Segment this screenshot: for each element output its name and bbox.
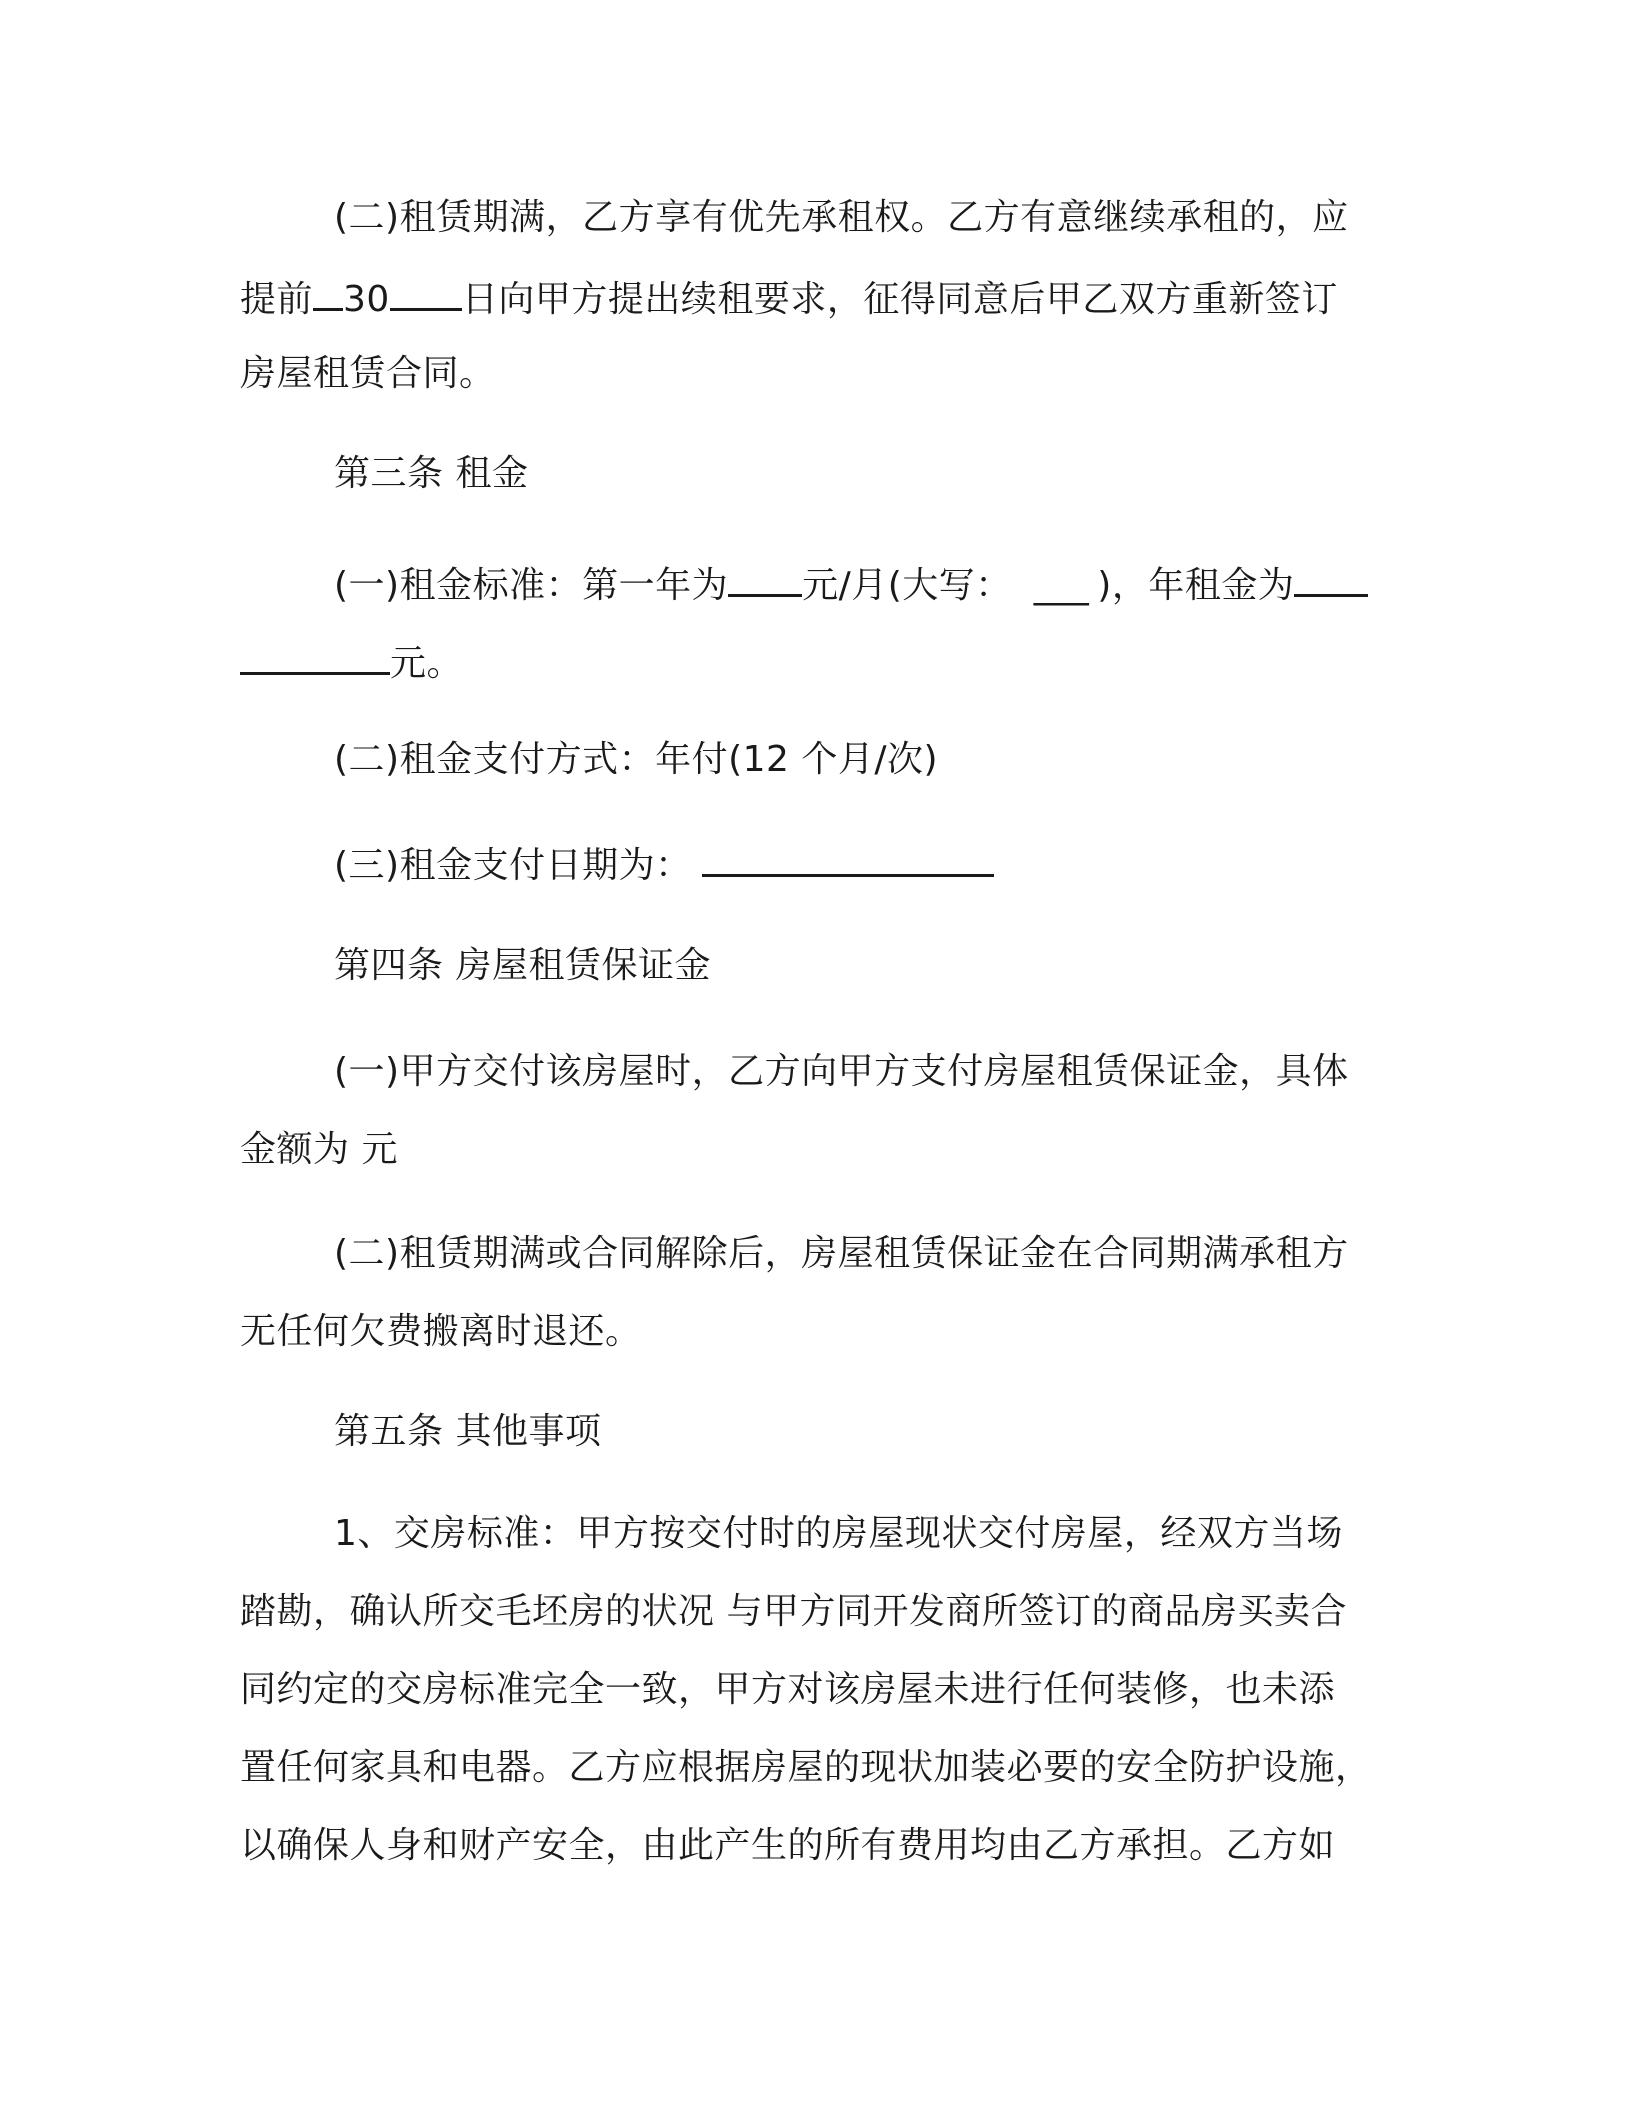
art4-item2-line1 <box>334 1232 1349 1276</box>
art3-heading <box>334 452 528 496</box>
text-span: 提前 <box>240 279 314 320</box>
art3-item3 <box>334 840 994 888</box>
payment-date-blank <box>702 840 994 877</box>
art5-item1-line5 <box>240 1824 1335 1868</box>
text-span: (一)甲方交付该房屋时，乙方向甲方支付房屋租赁保证金，具体 <box>334 1051 1349 1092</box>
section-heading: 第三条 租金 <box>334 453 529 494</box>
section-heading: 第五条 其他事项 <box>334 1411 602 1452</box>
monthly-rent-blank <box>728 560 802 597</box>
text-span: 元/月(大写： <box>802 565 1012 606</box>
art5-heading <box>334 1410 601 1454</box>
renewal-days-value: 30 <box>343 279 390 320</box>
text-span: 同约定的交房标准完全一致，甲方对该房屋未进行任何装修，也未添 <box>240 1669 1336 1710</box>
text-span: 房屋租赁合同。 <box>240 353 496 394</box>
text-span: 金额为 元 <box>240 1129 398 1170</box>
art3-item1-line1 <box>334 560 1368 608</box>
art5-item1-line4 <box>240 1746 1372 1790</box>
text-span: )，年租金为 <box>1097 565 1295 606</box>
text-span: 置任何家具和电器。乙方应根据房屋的现状加装必要的安全防护设施， <box>240 1747 1372 1788</box>
art2-item2-line3 <box>240 352 496 396</box>
text-span: 以确保人身和财产安全，由此产生的所有费用均由乙方承担。乙方如 <box>240 1825 1336 1866</box>
art3-item2 <box>334 738 938 782</box>
art5-item1-line3 <box>240 1668 1335 1712</box>
text-span: (二)租赁期满或合同解除后，房屋租赁保证金在合同期满承租方 <box>334 1233 1349 1274</box>
blank-underline <box>390 274 462 311</box>
annual-rent-blank-cont <box>240 638 390 675</box>
text-span: (一)租金标准：第一年为 <box>334 565 729 606</box>
art5-item1-line1 <box>334 1512 1343 1556</box>
text-span: (二)租赁期满，乙方享有优先承租权。乙方有意继续承租的，应 <box>334 197 1349 238</box>
section-heading: 第四条 房屋租赁保证金 <box>334 945 711 986</box>
text-span: 元。 <box>390 643 464 684</box>
text-span: 无任何欠费搬离时退还。 <box>240 1311 642 1352</box>
art2-item2-line2 <box>240 274 1338 322</box>
art2-item2-line1 <box>334 196 1349 240</box>
art4-item1-line2 <box>240 1128 398 1172</box>
text-span: 踏勘，确认所交毛坯房的状况 与甲方同开发商所签订的商品房买卖合 <box>240 1591 1347 1632</box>
art5-item1-line2 <box>240 1590 1347 1634</box>
art4-item1-line1 <box>334 1050 1349 1094</box>
text-span: (二)租金支付方式：年付(12 个月/次) <box>334 739 939 780</box>
art3-item1-line2 <box>240 638 463 686</box>
art4-heading <box>334 944 711 988</box>
annual-rent-blank <box>1294 560 1368 597</box>
blank-underline <box>313 274 343 311</box>
art4-item2-line2 <box>240 1310 642 1354</box>
rent-in-words-blank: ___ <box>1033 565 1090 606</box>
text-span: 1、交房标准：甲方按交付时的房屋现状交付房屋，经双方当场 <box>334 1513 1343 1554</box>
text-span: (三)租金支付日期为： <box>334 845 692 886</box>
text-span: 日向甲方提出续租要求，征得同意后甲乙双方重新签订 <box>461 279 1338 320</box>
